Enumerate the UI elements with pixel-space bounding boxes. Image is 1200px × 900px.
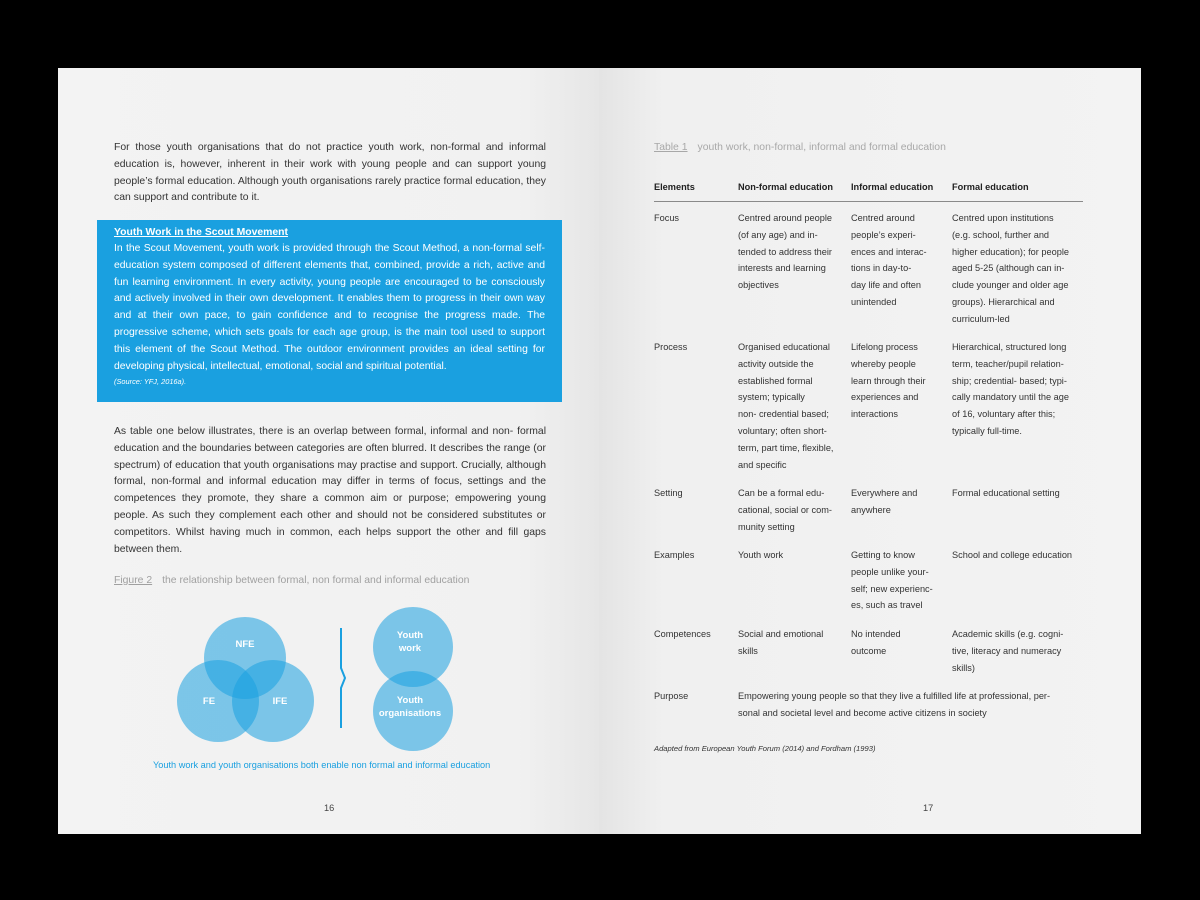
scout-movement-box (97, 220, 562, 402)
youth-work-line-1: Youth (396, 630, 424, 641)
table-cell (738, 547, 842, 564)
cell-line: anywhere (851, 504, 891, 515)
row-element: Focus (654, 213, 680, 223)
cell-line: Can be a formal edu- (738, 488, 825, 498)
row-element: Setting (654, 488, 683, 498)
cell-line: Everywhere and (851, 488, 918, 498)
education-diagram (158, 598, 478, 758)
cell-line: clude younger and older age (952, 280, 1069, 291)
cell-line: whereby people (851, 358, 916, 369)
cell-line: term, teacher/pupil relation- (952, 358, 1064, 369)
cell-line: School and college education (952, 550, 1073, 560)
page-number-left: 16 (324, 803, 335, 813)
cell-line: (e.g. school, further and (952, 229, 1050, 240)
cell-line: Centred around people (738, 213, 832, 223)
cell-line: Organised educational (738, 342, 830, 352)
youth-organisations-line-1: Youth (396, 695, 424, 706)
row-element: Purpose (654, 691, 689, 701)
box-text: In the Scout Movement, youth work is provided through the Scout Method, a non-formal self-education system composed of different elements that, combined, provide a rich, active and fun learning environment. In every activity, young people are encouraged to be consciously and actively involved in their own development. It enables them to progress in their own way and at their own pace, to gain confidence and to recognise the progress made. The progressive scheme, which sets goals for each age group, is the main tool used to support this element of the Scout Method. The outdoor environment provides an ideal setting for developing physical, intellectual, emotional, social and spiritual potential. (114, 243, 545, 372)
table-cell (738, 485, 842, 535)
intro-paragraph: For those youth organisations that do not practice youth work, non-formal and informal education is, however, inherent in their work with young people and can support young people’s formal education. Although youth organisations rarely practice formal education, they can support and contribute to it. (114, 142, 546, 204)
row-element: Examples (654, 550, 695, 560)
cell-line: established formal (738, 375, 813, 386)
cell-line: typically full-time. (952, 425, 1022, 436)
cell-line: higher education); for people (952, 246, 1069, 257)
cell-line: aged 5-25 (although can in- (952, 263, 1065, 274)
education-table (654, 180, 1083, 728)
cell-line: unintended (851, 296, 897, 307)
table-cell (851, 210, 943, 311)
cell-line: tive, literacy and numeracy (952, 645, 1062, 656)
cell-line: term, part time, flexible, (738, 442, 834, 453)
figure-note: Youth work and youth organisations both enable non formal and informal education (153, 760, 491, 770)
table-cell (851, 547, 943, 614)
table-caption-text: youth work, non-formal, informal and formal education (697, 142, 946, 153)
box-title: Youth Work in the Scout Movement (114, 227, 288, 238)
book-spread (58, 68, 1141, 834)
cell-line: Lifelong process (851, 342, 918, 352)
table-cell (952, 339, 1083, 440)
cell-line: skills) (952, 662, 975, 673)
venn-label-nfe: NFE (235, 639, 255, 650)
page-number-right: 17 (923, 803, 934, 813)
header-formal: Formal education (952, 182, 1029, 192)
cell-line: activity outside the (738, 358, 814, 369)
table-row-purpose (654, 688, 1083, 728)
cell-line: skills (738, 645, 758, 656)
cell-line: Hierarchical, structured long (952, 342, 1067, 352)
cell-line: tended to address their (738, 246, 832, 257)
cell-line: es, such as travel (851, 600, 923, 611)
table-row (654, 626, 1083, 688)
cell-line: munity setting (738, 521, 795, 532)
cell-line: Empowering young people so that they live a fulfilled life at professional, per- (738, 691, 1051, 701)
cell-line: of 16, voluntary after this; (952, 409, 1056, 420)
cell-line: interests and learning (738, 263, 826, 274)
cell-line: (of any age) and in- (738, 229, 818, 240)
cell-line: self; new experienc- (851, 583, 933, 594)
table-cell (952, 626, 1083, 676)
cell-line: Youth work (738, 550, 784, 560)
cell-line: voluntary; often short- (738, 425, 827, 436)
overlap-paragraph: As table one below illustrates, there is an overlap between formal, informal and non- formal education and the boundaries between categories are often blurred. It describes the range (or spectrum) of education that youth organisations may practise and support. Crucially, although formal, non-formal and informal education may differ in terms of focus, settings and the competences they promote, they share a common aim or purpose; empowering young people. As such they complement each other and should not be considered substitutes or competitors. Whilst having much in common, each helps support the other and fill gaps between them. (114, 426, 546, 555)
cell-line: interactions (851, 409, 898, 420)
left-page (58, 68, 599, 834)
cell-line: Academic skills (e.g. cogni- (952, 629, 1064, 639)
table-cell (952, 547, 1083, 564)
cell-line: non- credential based; (738, 409, 829, 420)
cell-line: Centred around (851, 213, 915, 223)
table-row (654, 210, 1083, 339)
right-page (599, 68, 1141, 834)
cell-line: Centred upon institutions (952, 213, 1054, 223)
cell-line: objectives (738, 280, 779, 291)
header-elements: Elements (654, 182, 695, 192)
table-row (654, 547, 1083, 626)
cell-line: and specific (738, 459, 787, 470)
cell-line: people’s experi- (851, 229, 916, 240)
cell-line: ences and interac- (851, 246, 927, 257)
table-cell (851, 485, 943, 519)
cell-line: experiences and (851, 392, 919, 403)
box-source: (Source: YFJ, 2016a). (114, 377, 187, 387)
cell-line: Getting to know (851, 550, 915, 560)
cell-line: curriculum-led (952, 313, 1010, 324)
cell-line: ship; credential- based; typi- (952, 375, 1067, 386)
table-caption (654, 142, 946, 153)
table-row (654, 485, 1083, 547)
cell-line: learn through their (851, 375, 926, 386)
brace-divider (341, 628, 345, 728)
table-cell (851, 626, 943, 660)
header-informal: Informal education (851, 182, 934, 192)
venn-label-ife: IFE (272, 696, 288, 707)
youth-work-line-2: work (398, 643, 422, 654)
row-element: Process (654, 342, 688, 352)
table-source: Adapted from European Youth Forum (2014) and Fordham (1993) (654, 744, 876, 753)
cell-line: sonal and societal level and become active citizens in society (738, 707, 987, 718)
table-cell (738, 339, 842, 473)
cell-line: day life and often (851, 280, 921, 291)
header-non-formal: Non-formal education (738, 182, 833, 192)
figure-caption (114, 575, 469, 586)
cell-line: people unlike your- (851, 566, 929, 577)
figure-label: Figure 2 (114, 575, 153, 586)
cell-line: Formal educational setting (952, 488, 1060, 498)
table-cell (952, 210, 1083, 328)
table-cell (851, 339, 943, 423)
row-element: Competences (654, 629, 711, 639)
cell-line: tions in day-to- (851, 263, 912, 274)
figure-caption-text: the relationship between formal, non formal and informal education (162, 575, 470, 586)
table-label: Table 1 (654, 142, 688, 153)
purpose-cell (738, 688, 1083, 722)
table-row (654, 339, 1083, 485)
table-header (654, 180, 1083, 202)
cell-line: system; typically (738, 392, 805, 403)
cell-line: No intended (851, 629, 901, 639)
table-body (654, 210, 1083, 728)
table-cell (738, 626, 842, 660)
table-cell (738, 210, 842, 294)
cell-line: outcome (851, 645, 887, 656)
cell-line: groups). Hierarchical and (952, 296, 1055, 307)
table-cell (952, 485, 1083, 502)
cell-line: Social and emotional (738, 629, 824, 639)
youth-organisations-line-2: organisations (378, 708, 442, 719)
cell-line: cational, social or com- (738, 504, 832, 515)
cell-line: cally mandatory until the age (952, 392, 1069, 403)
venn-label-fe: FE (202, 696, 216, 707)
